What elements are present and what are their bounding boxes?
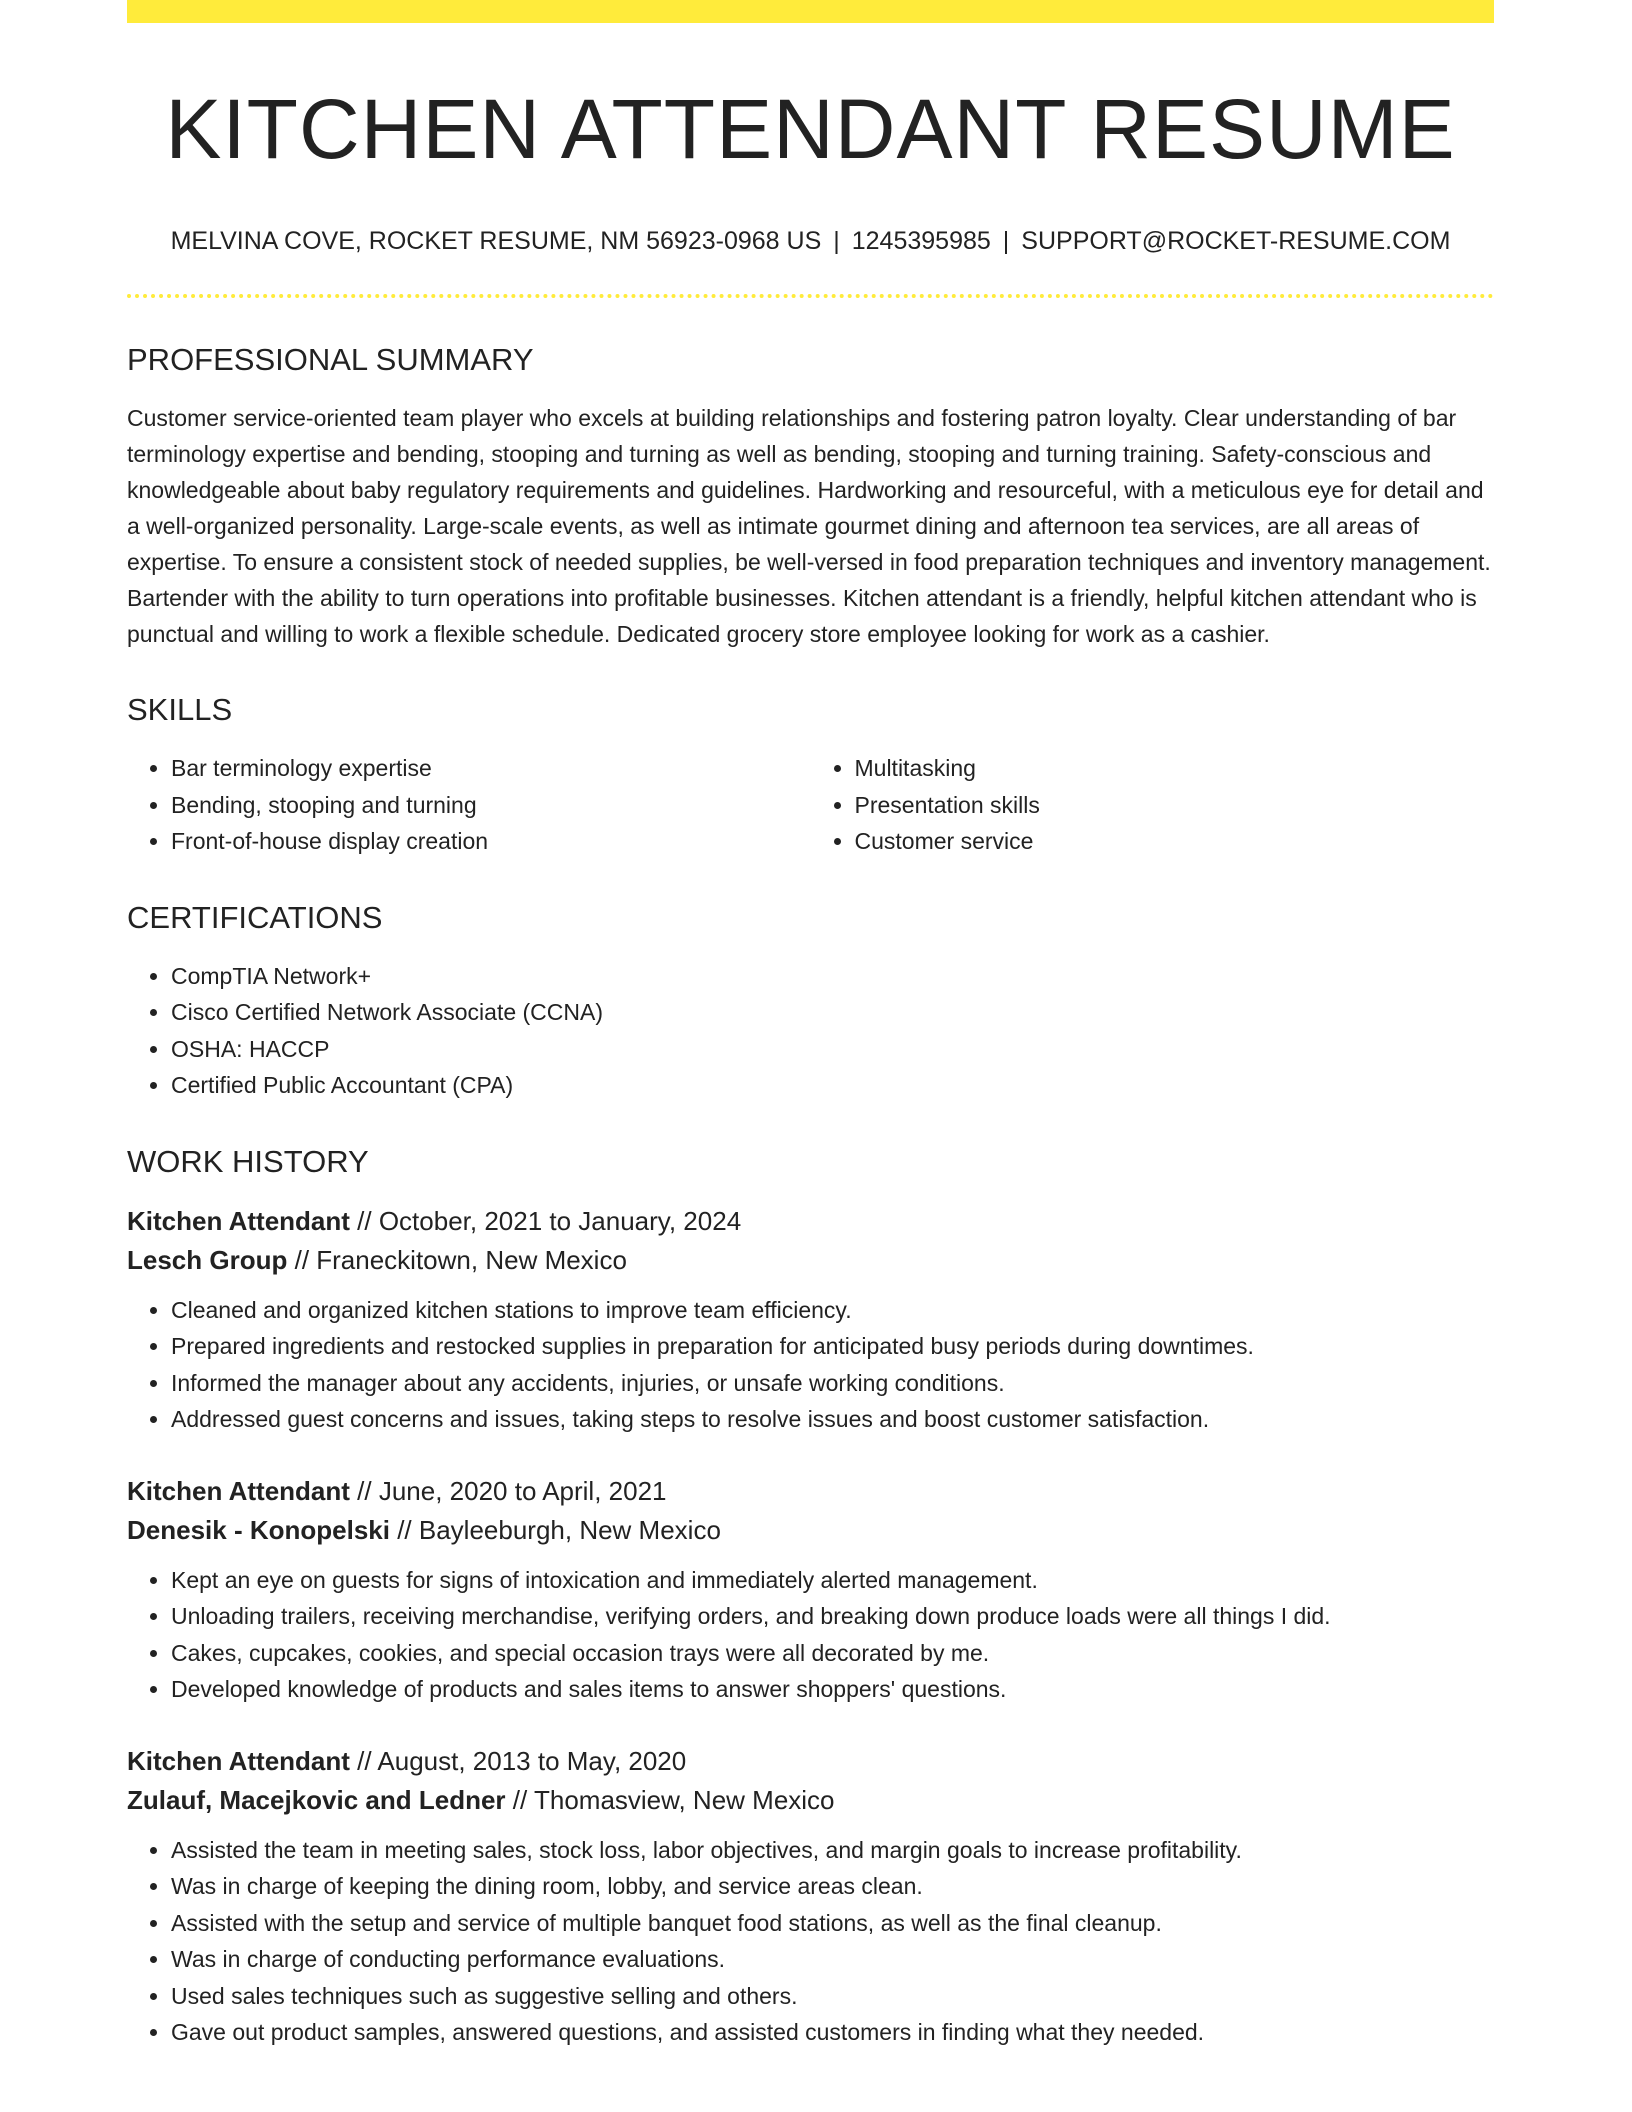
accent-top-bar bbox=[127, 0, 1494, 23]
job-title: Kitchen Attendant bbox=[127, 1205, 350, 1236]
certification-item: • CompTIA Network+ bbox=[171, 958, 1494, 995]
skill-item: • Customer service bbox=[855, 823, 1495, 860]
skill-item: • Presentation skills bbox=[855, 787, 1495, 824]
job-company-line bbox=[127, 1241, 1494, 1280]
job-title-line bbox=[127, 1202, 1494, 1241]
job-dates: // August, 2013 to May, 2020 bbox=[357, 1745, 687, 1776]
job-dates: // June, 2020 to April, 2021 bbox=[357, 1475, 667, 1506]
skills-heading: SKILLS bbox=[127, 692, 233, 728]
job-dates: // October, 2021 to January, 2024 bbox=[357, 1205, 742, 1236]
skill-item: • Front-of-house display creation bbox=[171, 823, 811, 860]
job-title: Kitchen Attendant bbox=[127, 1475, 350, 1506]
job-bullet: • Prepared ingredients and restocked supplies in preparation for anticipated busy periods during downtimes. bbox=[171, 1328, 1494, 1365]
job-bullet: • Assisted with the setup and service of multiple banquet food stations, as well as the final cleanup. bbox=[171, 1905, 1494, 1942]
job-bullet: • Gave out product samples, answered questions, and assisted customers in finding what they needed. bbox=[171, 2014, 1494, 2051]
certifications-list bbox=[127, 958, 1494, 1104]
work-history-heading: WORK HISTORY bbox=[127, 1143, 369, 1179]
job-entry bbox=[127, 1472, 1494, 1708]
job-company: Denesik - Konopelski bbox=[127, 1514, 390, 1545]
certifications-heading: CERTIFICATIONS bbox=[127, 899, 383, 935]
job-bullets bbox=[127, 1562, 1494, 1708]
summary-heading: PROFESSIONAL SUMMARY bbox=[127, 342, 534, 378]
job-location: // Franeckitown, New Mexico bbox=[294, 1244, 627, 1275]
resume-title: KITCHEN ATTENDANT RESUME bbox=[165, 82, 1456, 176]
job-bullet: • Addressed guest concerns and issues, taking steps to resolve issues and boost customer satisfaction. bbox=[171, 1401, 1494, 1438]
job-bullet: • Used sales techniques such as suggestive selling and others. bbox=[171, 1978, 1494, 2015]
job-company-line bbox=[127, 1511, 1494, 1550]
job-bullet: • Developed knowledge of products and sales items to answer shoppers' questions. bbox=[171, 1671, 1494, 1708]
job-title-line bbox=[127, 1742, 1494, 1781]
dotted-divider bbox=[127, 294, 1494, 298]
skills-column-left bbox=[127, 750, 811, 860]
job-bullets bbox=[127, 1292, 1494, 1438]
job-bullet: • Unloading trailers, receiving merchandise, verifying orders, and breaking down produce loads were all things I did. bbox=[171, 1598, 1494, 1635]
job-bullets bbox=[127, 1832, 1494, 2051]
job-entry bbox=[127, 1202, 1494, 1438]
job-bullet: • Assisted the team in meeting sales, stock loss, labor objectives, and margin goals to increase profitability. bbox=[171, 1832, 1494, 1869]
job-location: // Thomasview, New Mexico bbox=[512, 1784, 835, 1815]
job-bullet: • Informed the manager about any accidents, injuries, or unsafe working conditions. bbox=[171, 1365, 1494, 1402]
contact-phone: 1245395985 bbox=[851, 227, 991, 256]
job-entry bbox=[127, 1742, 1494, 2051]
job-company: Zulauf, Macejkovic and Ledner bbox=[127, 1784, 506, 1815]
contact-email: SUPPORT@ROCKET-RESUME.COM bbox=[1021, 227, 1451, 256]
skills-list bbox=[127, 750, 1494, 860]
certification-item: • Certified Public Accountant (CPA) bbox=[171, 1067, 1494, 1104]
contact-address: MELVINA COVE, ROCKET RESUME, NM 56923-0968 US bbox=[170, 227, 822, 256]
job-bullet: • Cakes, cupcakes, cookies, and special occasion trays were all decorated by me. bbox=[171, 1635, 1494, 1672]
job-title: Kitchen Attendant bbox=[127, 1745, 350, 1776]
job-company: Lesch Group bbox=[127, 1244, 288, 1275]
skill-item: • Bending, stooping and turning bbox=[171, 787, 811, 824]
job-location: // Bayleeburgh, New Mexico bbox=[397, 1514, 721, 1545]
job-bullet: • Was in charge of conducting performance evaluations. bbox=[171, 1941, 1494, 1978]
resume-page bbox=[127, 0, 1494, 2051]
summary-text: Customer service-oriented team player who excels at building relationships and fostering patron loyalty. Clear understanding of bar terminology expertise and bending, stooping and turning as well as bending, stooping and turning training. Safety-conscious and knowledgeable about baby regulatory requirements and guidelines. Hardworking and resourceful, with a meticulous eye for detail and a well-organized personality. Large-scale events, as well as intimate gourmet dining and afternoon tea services, are all areas of expertise. To ensure a consistent stock of needed supplies, be well-versed in food preparation techniques and inventory management. Bartender with the ability to turn operations into profitable businesses. Kitchen attendant is a friendly, helpful kitchen attendant who is punctual and willing to work a flexible schedule. Dedicated grocery store employee looking for work as a cashier. bbox=[127, 405, 1491, 648]
job-bullet: • Was in charge of keeping the dining room, lobby, and service areas clean. bbox=[171, 1868, 1494, 1905]
contact-separator: | bbox=[833, 227, 840, 256]
contact-line bbox=[127, 227, 1494, 256]
contact-separator: | bbox=[1002, 227, 1010, 256]
job-title-line bbox=[127, 1472, 1494, 1511]
skill-item: • Multitasking bbox=[855, 750, 1495, 787]
skills-column-right bbox=[811, 750, 1495, 860]
certification-item: • OSHA: HACCP bbox=[171, 1031, 1494, 1068]
certification-item: • Cisco Certified Network Associate (CCNA) bbox=[171, 994, 1494, 1031]
job-company-line bbox=[127, 1781, 1494, 1820]
job-bullet: • Kept an eye on guests for signs of intoxication and immediately alerted management. bbox=[171, 1562, 1494, 1599]
job-bullet: • Cleaned and organized kitchen stations to improve team efficiency. bbox=[171, 1292, 1494, 1329]
skill-item: • Bar terminology expertise bbox=[171, 750, 811, 787]
